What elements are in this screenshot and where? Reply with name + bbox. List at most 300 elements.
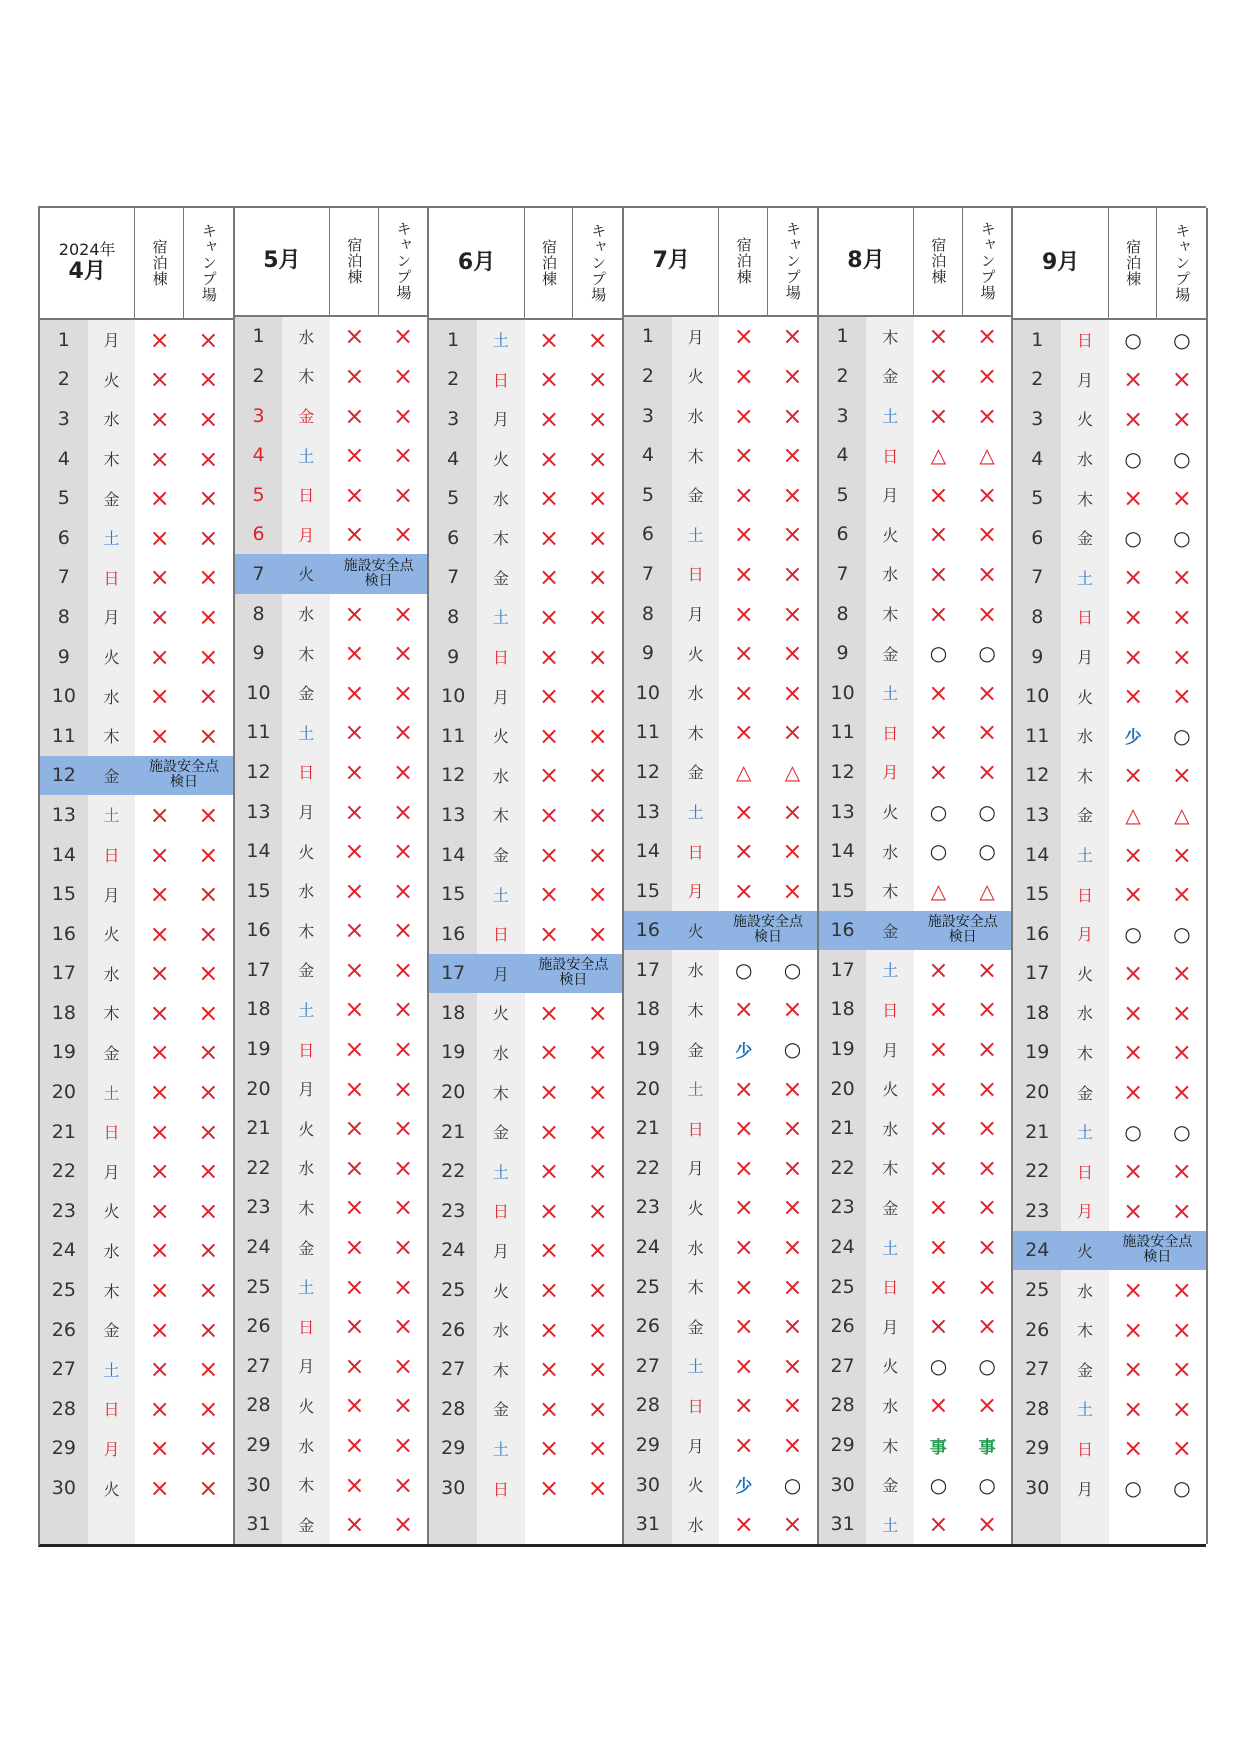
day-number: 9 — [819, 633, 867, 673]
lodge-status: × — [733, 1114, 754, 1143]
day-number: 27 — [1013, 1349, 1061, 1389]
weekday: 日 — [88, 1389, 136, 1429]
lodge-status: × — [733, 1510, 754, 1539]
weekday: 木 — [672, 990, 720, 1030]
day-number: 2 — [819, 356, 867, 396]
lodge-status: × — [149, 325, 170, 354]
day-row — [819, 1108, 1012, 1148]
day-row — [429, 716, 622, 756]
day-row — [429, 1389, 622, 1429]
weekday: 水 — [1061, 439, 1109, 479]
day-number: 22 — [40, 1151, 88, 1191]
day-row — [40, 1389, 233, 1429]
camp-status: × — [977, 1233, 998, 1262]
lodge-status: × — [344, 480, 365, 509]
day-number: 11 — [235, 713, 283, 753]
lodge-status: × — [928, 1114, 949, 1143]
weekday: 月 — [1061, 360, 1109, 400]
day-row — [429, 478, 622, 518]
day-row — [624, 1188, 817, 1228]
day-row — [235, 1504, 428, 1544]
camp-status: × — [782, 1114, 803, 1143]
day-number: 25 — [624, 1267, 672, 1307]
camp-status: × — [587, 1474, 608, 1503]
lodge-status: × — [733, 678, 754, 707]
camp-status: × — [782, 995, 803, 1024]
camp-status: × — [392, 401, 414, 430]
weekday: 水 — [88, 954, 136, 994]
day-row — [40, 1270, 233, 1310]
weekday: 木 — [88, 439, 136, 479]
day-row — [624, 435, 817, 475]
camp-header — [379, 208, 428, 315]
day-number: 6 — [235, 515, 283, 555]
weekday: 木 — [866, 594, 914, 634]
weekday: 水 — [866, 831, 914, 871]
weekday: 日 — [1061, 320, 1109, 360]
day-number: 15 — [40, 874, 88, 914]
weekday: 水 — [866, 1386, 914, 1426]
camp-status: × — [977, 361, 998, 390]
camp-status: × — [1171, 1276, 1192, 1305]
month-title — [819, 208, 914, 315]
day-row — [624, 831, 817, 871]
day-row — [819, 713, 1012, 753]
camp-status: × — [1171, 484, 1192, 513]
day-row — [429, 597, 622, 637]
day-number: 20 — [819, 1069, 867, 1109]
day-number: 13 — [40, 795, 88, 835]
day-number: 14 — [819, 831, 867, 871]
lodge-status: × — [539, 444, 560, 473]
camp-status: × — [392, 837, 414, 866]
day-row — [429, 1191, 622, 1231]
day-number: 11 — [429, 716, 477, 756]
year-label: 2024年 — [58, 240, 116, 259]
inspection-note: 施設安全点検日 — [719, 911, 816, 951]
month-days — [429, 320, 622, 1544]
lodge-status: × — [928, 520, 949, 549]
lodge-status: × — [733, 1272, 754, 1301]
camp-status: × — [782, 797, 803, 826]
camp-status: × — [392, 797, 414, 826]
camp-status: × — [587, 523, 608, 552]
month-column — [624, 208, 819, 1544]
lodge-status: × — [539, 761, 560, 790]
day-number: 22 — [429, 1151, 477, 1191]
weekday: 月 — [866, 1029, 914, 1069]
weekday: 火 — [282, 1386, 330, 1426]
camp-status: × — [392, 1510, 414, 1539]
weekday: 火 — [866, 515, 914, 555]
day-number: 31 — [624, 1504, 672, 1544]
lodge-status: × — [344, 441, 365, 470]
lodge-status: × — [539, 1196, 560, 1225]
weekday: 水 — [477, 1033, 525, 1073]
weekday: 金 — [866, 1188, 914, 1228]
day-number: 16 — [429, 914, 477, 954]
empty-cell — [1061, 1508, 1109, 1544]
lodge-status: × — [733, 1312, 754, 1341]
lodge-header — [914, 208, 963, 315]
weekday: 土 — [88, 1349, 136, 1389]
lodge-status: △ — [1125, 802, 1141, 827]
lodge-status: × — [928, 1074, 949, 1103]
lodge-status: ○ — [929, 839, 948, 864]
camp-status: × — [782, 1153, 803, 1182]
weekday: 水 — [88, 676, 136, 716]
weekday: 木 — [477, 795, 525, 835]
weekday: 土 — [866, 1227, 914, 1267]
lodge-status: × — [928, 1193, 949, 1222]
day-number: 30 — [819, 1465, 867, 1505]
month-name: 6月 — [457, 250, 496, 275]
weekday: 金 — [282, 1504, 330, 1544]
day-row — [235, 1188, 428, 1228]
lodge-status: × — [149, 1474, 170, 1503]
day-number: 19 — [1013, 1033, 1061, 1073]
day-number: 18 — [819, 990, 867, 1030]
camp-status: × — [782, 639, 803, 668]
day-row — [235, 831, 428, 871]
lodge-status: × — [344, 1035, 365, 1064]
camp-header — [1157, 208, 1206, 318]
camp-status: × — [1171, 998, 1192, 1027]
camp-status: × — [587, 404, 608, 433]
weekday: 土 — [866, 950, 914, 990]
day-number: 1 — [235, 317, 283, 357]
weekday: 水 — [477, 756, 525, 796]
lodge-status: × — [733, 639, 754, 668]
weekday: 金 — [477, 558, 525, 598]
weekday: 土 — [477, 1151, 525, 1191]
day-row — [429, 1429, 622, 1469]
day-row — [235, 435, 428, 475]
weekday: 金 — [1061, 518, 1109, 558]
camp-status: ○ — [1173, 525, 1191, 550]
lodge-status: × — [149, 1394, 170, 1423]
weekday: 金 — [282, 950, 330, 990]
day-number: 16 — [819, 911, 867, 951]
weekday: 日 — [88, 1112, 136, 1152]
day-number: 16 — [235, 911, 283, 951]
day-number: 27 — [429, 1349, 477, 1389]
weekday: 水 — [477, 1310, 525, 1350]
lodge-status: × — [928, 361, 949, 390]
camp-status: × — [1171, 840, 1192, 869]
camp-status: × — [782, 1272, 803, 1301]
day-number: 31 — [819, 1504, 867, 1544]
lodge-status: × — [1123, 880, 1144, 909]
month-column — [819, 208, 1014, 1544]
day-row — [429, 954, 622, 994]
day-number: 17 — [235, 950, 283, 990]
day-row — [429, 1151, 622, 1191]
day-number: 23 — [235, 1188, 283, 1228]
day-number: 3 — [819, 396, 867, 436]
camp-status: × — [587, 1157, 608, 1186]
camp-header-label: キャンプ場 — [1173, 223, 1192, 303]
lodge-header-label: 宿泊棟 — [734, 237, 753, 286]
camp-status: × — [977, 559, 998, 588]
camp-status: × — [587, 444, 608, 473]
day-row — [429, 320, 622, 360]
empty-row — [1013, 1508, 1206, 1544]
day-number: 25 — [429, 1270, 477, 1310]
day-row — [40, 914, 233, 954]
weekday: 金 — [88, 1310, 136, 1350]
day-number: 29 — [235, 1425, 283, 1465]
day-number: 17 — [1013, 954, 1061, 994]
weekday: 水 — [282, 871, 330, 911]
day-number: 3 — [1013, 399, 1061, 439]
day-row — [1013, 835, 1206, 875]
day-row — [819, 831, 1012, 871]
day-number: 26 — [40, 1310, 88, 1350]
day-number: 27 — [819, 1346, 867, 1386]
weekday: 木 — [672, 435, 720, 475]
day-row — [624, 1069, 817, 1109]
weekday: 金 — [866, 1465, 914, 1505]
camp-status: × — [198, 1394, 219, 1423]
camp-status: × — [198, 800, 219, 829]
camp-status: × — [977, 520, 998, 549]
lodge-status: × — [149, 642, 170, 671]
month-name: 5月 — [263, 248, 301, 274]
lodge-status: × — [539, 1038, 560, 1067]
weekday: 水 — [282, 1148, 330, 1188]
day-number: 30 — [624, 1465, 672, 1505]
lodge-status: × — [344, 757, 365, 786]
camp-status: × — [977, 1114, 998, 1143]
day-row — [624, 317, 817, 357]
weekday: 火 — [1061, 1231, 1109, 1271]
camp-status: × — [198, 959, 219, 988]
lodge-status: × — [539, 1117, 560, 1146]
weekday: 日 — [477, 1468, 525, 1508]
lodge-status: × — [539, 325, 560, 354]
camp-status: × — [977, 757, 998, 786]
day-row — [235, 792, 428, 832]
camp-status: × — [977, 1193, 998, 1222]
day-number: 5 — [819, 475, 867, 515]
lodge-status: × — [539, 404, 560, 433]
day-number: 2 — [235, 356, 283, 396]
day-row — [40, 1429, 233, 1469]
camp-status: × — [198, 602, 219, 631]
weekday: 日 — [477, 637, 525, 677]
lodge-status: × — [149, 1078, 170, 1107]
lodge-status: × — [928, 995, 949, 1024]
day-number: 10 — [235, 673, 283, 713]
weekday: 金 — [282, 396, 330, 436]
camp-status: × — [977, 1391, 998, 1420]
weekday: 日 — [866, 990, 914, 1030]
day-row — [1013, 1349, 1206, 1389]
day-number: 21 — [624, 1108, 672, 1148]
day-number: 13 — [819, 792, 867, 832]
month-name: 7月 — [652, 248, 690, 274]
day-row — [1013, 1310, 1206, 1350]
camp-status: × — [977, 1035, 998, 1064]
day-row — [1013, 756, 1206, 796]
weekday: 水 — [1061, 1270, 1109, 1310]
weekday: 土 — [477, 1429, 525, 1469]
camp-status: × — [587, 1434, 608, 1463]
day-number: 18 — [1013, 993, 1061, 1033]
lodge-status: × — [1123, 959, 1144, 988]
weekday: 金 — [672, 1306, 720, 1346]
month-header — [235, 208, 428, 317]
camp-status: × — [587, 484, 608, 513]
day-row — [1013, 1270, 1206, 1310]
lodge-status: × — [539, 1355, 560, 1384]
weekday: 木 — [1061, 1033, 1109, 1073]
day-number: 8 — [40, 597, 88, 637]
day-number: 22 — [1013, 1151, 1061, 1191]
weekday: 月 — [88, 320, 136, 360]
camp-header-label: キャンプ場 — [783, 221, 802, 302]
weekday: 月 — [672, 317, 720, 357]
camp-status: × — [1171, 1434, 1192, 1463]
weekday: 火 — [477, 439, 525, 479]
lodge-status: × — [1123, 484, 1144, 513]
lodge-status: × — [1123, 840, 1144, 869]
camp-status: × — [587, 325, 608, 354]
lodge-status: × — [928, 757, 949, 786]
day-row — [429, 756, 622, 796]
lodge-status: 少 — [1124, 728, 1142, 749]
weekday: 月 — [1061, 914, 1109, 954]
lodge-status: × — [344, 401, 365, 430]
day-number: 24 — [624, 1227, 672, 1267]
weekday: 木 — [1061, 1310, 1109, 1350]
lodge-status: × — [344, 1431, 365, 1460]
camp-status: × — [782, 441, 803, 470]
lodge-status: × — [344, 599, 365, 628]
weekday: 金 — [282, 673, 330, 713]
lodge-status: × — [539, 880, 560, 909]
lodge-status: × — [149, 1038, 170, 1067]
weekday: 日 — [1061, 1429, 1109, 1469]
day-number: 10 — [624, 673, 672, 713]
camp-status: × — [782, 678, 803, 707]
day-row — [40, 558, 233, 598]
day-number: 17 — [429, 954, 477, 994]
day-number: 7 — [1013, 558, 1061, 598]
day-row — [235, 1148, 428, 1188]
day-number: 19 — [235, 1029, 283, 1069]
camp-status: × — [392, 718, 414, 747]
day-row — [235, 752, 428, 792]
day-row — [429, 676, 622, 716]
month-column — [1013, 208, 1208, 1544]
lodge-status: × — [149, 998, 170, 1027]
day-number: 18 — [40, 993, 88, 1033]
day-number: 11 — [819, 713, 867, 753]
day-row — [40, 835, 233, 875]
lodge-status: × — [149, 444, 170, 473]
camp-status: × — [977, 1312, 998, 1341]
lodge-header-label: 宿泊棟 — [1124, 239, 1143, 287]
day-number: 6 — [624, 515, 672, 555]
camp-status: ○ — [1173, 1119, 1191, 1144]
day-number: 6 — [429, 518, 477, 558]
day-row — [1013, 360, 1206, 400]
camp-status: × — [977, 401, 998, 430]
camp-status: × — [392, 995, 414, 1024]
weekday: 火 — [477, 993, 525, 1033]
lodge-status: × — [1123, 1276, 1144, 1305]
day-number: 27 — [40, 1349, 88, 1389]
weekday: 金 — [477, 1112, 525, 1152]
day-row — [624, 554, 817, 594]
day-row — [429, 914, 622, 954]
day-number: 20 — [624, 1069, 672, 1109]
weekday: 日 — [477, 1191, 525, 1231]
empty-cell — [135, 1508, 184, 1544]
day-number: 2 — [1013, 360, 1061, 400]
lodge-status: × — [539, 563, 560, 592]
weekday: 木 — [282, 1188, 330, 1228]
lodge-status: × — [539, 1236, 560, 1265]
lodge-status: × — [1123, 1355, 1144, 1384]
day-row — [1013, 1231, 1206, 1271]
camp-status: × — [782, 520, 803, 549]
day-row — [235, 396, 428, 436]
camp-status: × — [392, 757, 414, 786]
camp-status: ○ — [1173, 723, 1191, 748]
month-header — [40, 208, 233, 320]
weekday: 土 — [1061, 1389, 1109, 1429]
lodge-status: × — [1123, 998, 1144, 1027]
day-number: 28 — [429, 1389, 477, 1429]
weekday: 月 — [1061, 637, 1109, 677]
weekday: 月 — [88, 1151, 136, 1191]
day-number: 13 — [1013, 795, 1061, 835]
weekday: 火 — [672, 1188, 720, 1228]
camp-status: × — [782, 1391, 803, 1420]
camp-status: × — [392, 1114, 414, 1143]
camp-status: × — [198, 523, 219, 552]
day-row — [429, 1112, 622, 1152]
day-number: 9 — [40, 637, 88, 677]
day-row — [429, 1349, 622, 1389]
day-row — [819, 1148, 1012, 1188]
day-number: 4 — [235, 435, 283, 475]
month-days — [819, 317, 1012, 1544]
camp-status: × — [587, 1394, 608, 1423]
day-row — [819, 1425, 1012, 1465]
camp-status: × — [198, 484, 219, 513]
camp-header — [573, 208, 622, 318]
day-row — [235, 356, 428, 396]
weekday: 火 — [282, 1108, 330, 1148]
weekday: 金 — [866, 633, 914, 673]
day-row — [40, 993, 233, 1033]
lodge-status: × — [344, 837, 365, 866]
month-days — [1013, 320, 1206, 1544]
day-number: 27 — [235, 1346, 283, 1386]
camp-status: × — [392, 441, 414, 470]
lodge-status: × — [344, 1351, 365, 1380]
day-number: 5 — [1013, 478, 1061, 518]
day-number: 20 — [1013, 1072, 1061, 1112]
lodge-status: × — [1123, 1196, 1144, 1225]
day-number: 5 — [429, 478, 477, 518]
camp-status: × — [782, 322, 803, 351]
camp-status: × — [782, 559, 803, 588]
